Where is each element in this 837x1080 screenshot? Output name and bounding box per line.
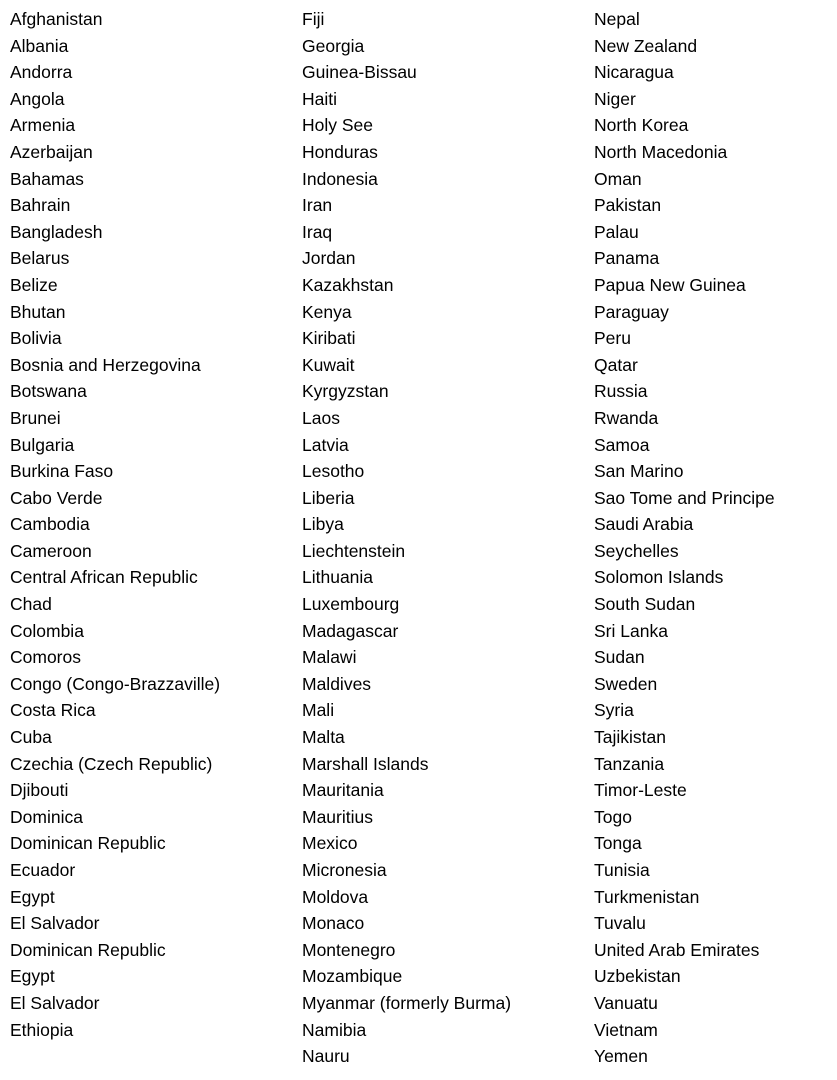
country-item: Pakistan <box>594 195 662 216</box>
country-item: New Zealand <box>594 35 698 56</box>
country-item: Peru <box>594 328 631 349</box>
country-item: Kyrgyzstan <box>302 381 389 402</box>
country-item: North Korea <box>594 115 689 136</box>
country-item: Sweden <box>594 673 658 694</box>
country-item: Tonga <box>594 833 642 854</box>
country-item: Egypt <box>10 966 55 987</box>
country-item: Cameroon <box>10 540 92 561</box>
country-item: Chad <box>10 594 52 615</box>
country-item: San Marino <box>594 461 684 482</box>
country-item: Haiti <box>302 88 338 109</box>
country-item: Myanmar (formerly Burma) <box>302 992 512 1013</box>
country-item: Marshall Islands <box>302 753 429 774</box>
country-item: El Salvador <box>10 913 100 934</box>
country-column-1 <box>10 6 290 1043</box>
country-item: Bhutan <box>10 301 66 322</box>
country-column-3 <box>594 6 834 1070</box>
country-item: Uzbekistan <box>594 966 681 987</box>
country-item: Georgia <box>302 35 365 56</box>
country-item: Togo <box>594 806 632 827</box>
country-item: Dominica <box>10 806 83 827</box>
country-item: Libya <box>302 514 344 535</box>
country-item: Tajikistan <box>594 727 666 748</box>
country-item: Mauritania <box>302 780 384 801</box>
country-item: Vietnam <box>594 1019 658 1040</box>
country-item: Jordan <box>302 248 356 269</box>
country-item: Lesotho <box>302 461 365 482</box>
country-item: Afghanistan <box>10 9 103 29</box>
country-item: Vanuatu <box>594 992 658 1013</box>
country-item: El Salvador <box>10 992 100 1013</box>
country-item: Lithuania <box>302 567 374 588</box>
country-item: Central African Republic <box>10 567 198 588</box>
country-item: Iran <box>302 195 333 216</box>
country-item: Belarus <box>10 248 70 269</box>
country-item: Czechia (Czech Republic) <box>10 753 213 774</box>
country-item: Angola <box>10 88 65 109</box>
country-item: Nicaragua <box>594 62 674 83</box>
country-item: Malta <box>302 727 345 748</box>
country-item: Mexico <box>302 833 358 854</box>
country-item: Kenya <box>302 301 352 322</box>
country-item: Timor-Leste <box>594 780 687 801</box>
country-item: Dominican Republic <box>10 939 166 960</box>
country-item: Madagascar <box>302 620 399 641</box>
country-item: Tuvalu <box>594 913 646 934</box>
country-item: Nepal <box>594 9 640 29</box>
country-item: Cambodia <box>10 514 90 535</box>
country-item: Iraq <box>302 221 333 242</box>
country-item: South Sudan <box>594 594 696 615</box>
country-item: Armenia <box>10 115 76 136</box>
country-item: Fiji <box>302 9 325 29</box>
country-item: Montenegro <box>302 939 396 960</box>
country-item: Luxembourg <box>302 594 400 615</box>
country-item: Seychelles <box>594 540 679 561</box>
country-item: Congo (Congo-Brazzaville) <box>10 673 221 694</box>
country-item: Namibia <box>302 1019 367 1040</box>
country-item: Bosnia and Herzegovina <box>10 354 201 375</box>
country-item: North Macedonia <box>594 141 728 162</box>
country-item: Cabo Verde <box>10 487 103 508</box>
country-item: Mauritius <box>302 806 373 827</box>
country-item: Syria <box>594 700 634 721</box>
country-item: Yemen <box>594 1046 648 1067</box>
country-item: Monaco <box>302 913 365 934</box>
country-item: Palau <box>594 221 639 242</box>
country-item: Guinea-Bissau <box>302 62 417 83</box>
country-item: Oman <box>594 168 642 189</box>
country-item: Nauru <box>302 1046 350 1067</box>
country-item: Sudan <box>594 647 645 668</box>
country-item: Albania <box>10 35 69 56</box>
country-item: Tanzania <box>594 753 665 774</box>
country-item: Dominican Republic <box>10 833 166 854</box>
country-item: Liberia <box>302 487 355 508</box>
country-item: Sri Lanka <box>594 620 668 641</box>
country-column-2 <box>302 6 582 1070</box>
country-item: Liechtenstein <box>302 540 406 561</box>
country-item: Micronesia <box>302 860 387 880</box>
country-item: Solomon Islands <box>594 567 724 588</box>
country-item: Andorra <box>10 62 73 83</box>
country-item: Maldives <box>302 673 372 694</box>
country-item: Burkina Faso <box>10 461 114 482</box>
country-item: Bahrain <box>10 195 71 216</box>
country-item: Ecuador <box>10 860 76 880</box>
country-item: Panama <box>594 248 660 269</box>
country-item: Latvia <box>302 434 349 455</box>
country-item: Saudi Arabia <box>594 514 694 535</box>
country-item: Qatar <box>594 354 638 375</box>
country-item: Mali <box>302 700 335 721</box>
country-item: Botswana <box>10 381 87 402</box>
country-item: Costa Rica <box>10 700 96 721</box>
country-item: Kazakhstan <box>302 274 394 295</box>
country-item: Moldova <box>302 886 369 907</box>
country-item: Bolivia <box>10 328 62 349</box>
country-item: Sao Tome and Principe <box>594 487 775 508</box>
country-item: Tunisia <box>594 860 650 880</box>
country-item: Indonesia <box>302 168 378 189</box>
country-item: Colombia <box>10 620 84 641</box>
country-item: Holy See <box>302 115 374 136</box>
country-item: Turkmenistan <box>594 886 700 907</box>
country-item: Comoros <box>10 647 81 668</box>
country-item: Rwanda <box>594 407 659 428</box>
country-item: Laos <box>302 407 340 428</box>
country-item: Papua New Guinea <box>594 274 746 295</box>
country-item: Bahamas <box>10 168 84 189</box>
country-item: Belize <box>10 274 58 295</box>
country-item: Honduras <box>302 141 378 162</box>
country-item: Kiribati <box>302 328 356 349</box>
country-item: Kuwait <box>302 354 355 375</box>
country-item: United Arab Emirates <box>594 939 760 960</box>
country-item: Russia <box>594 381 648 402</box>
country-item: Azerbaijan <box>10 141 93 162</box>
country-item: Paraguay <box>594 301 669 322</box>
country-item: Niger <box>594 88 636 109</box>
country-item: Brunei <box>10 407 61 428</box>
country-item: Samoa <box>594 434 650 455</box>
country-item: Egypt <box>10 886 55 907</box>
country-item: Bangladesh <box>10 221 103 242</box>
country-item: Ethiopia <box>10 1019 74 1040</box>
country-item: Malawi <box>302 647 357 668</box>
country-item: Bulgaria <box>10 434 75 455</box>
country-item: Mozambique <box>302 966 403 987</box>
country-item: Cuba <box>10 727 52 748</box>
country-item: Djibouti <box>10 780 69 801</box>
